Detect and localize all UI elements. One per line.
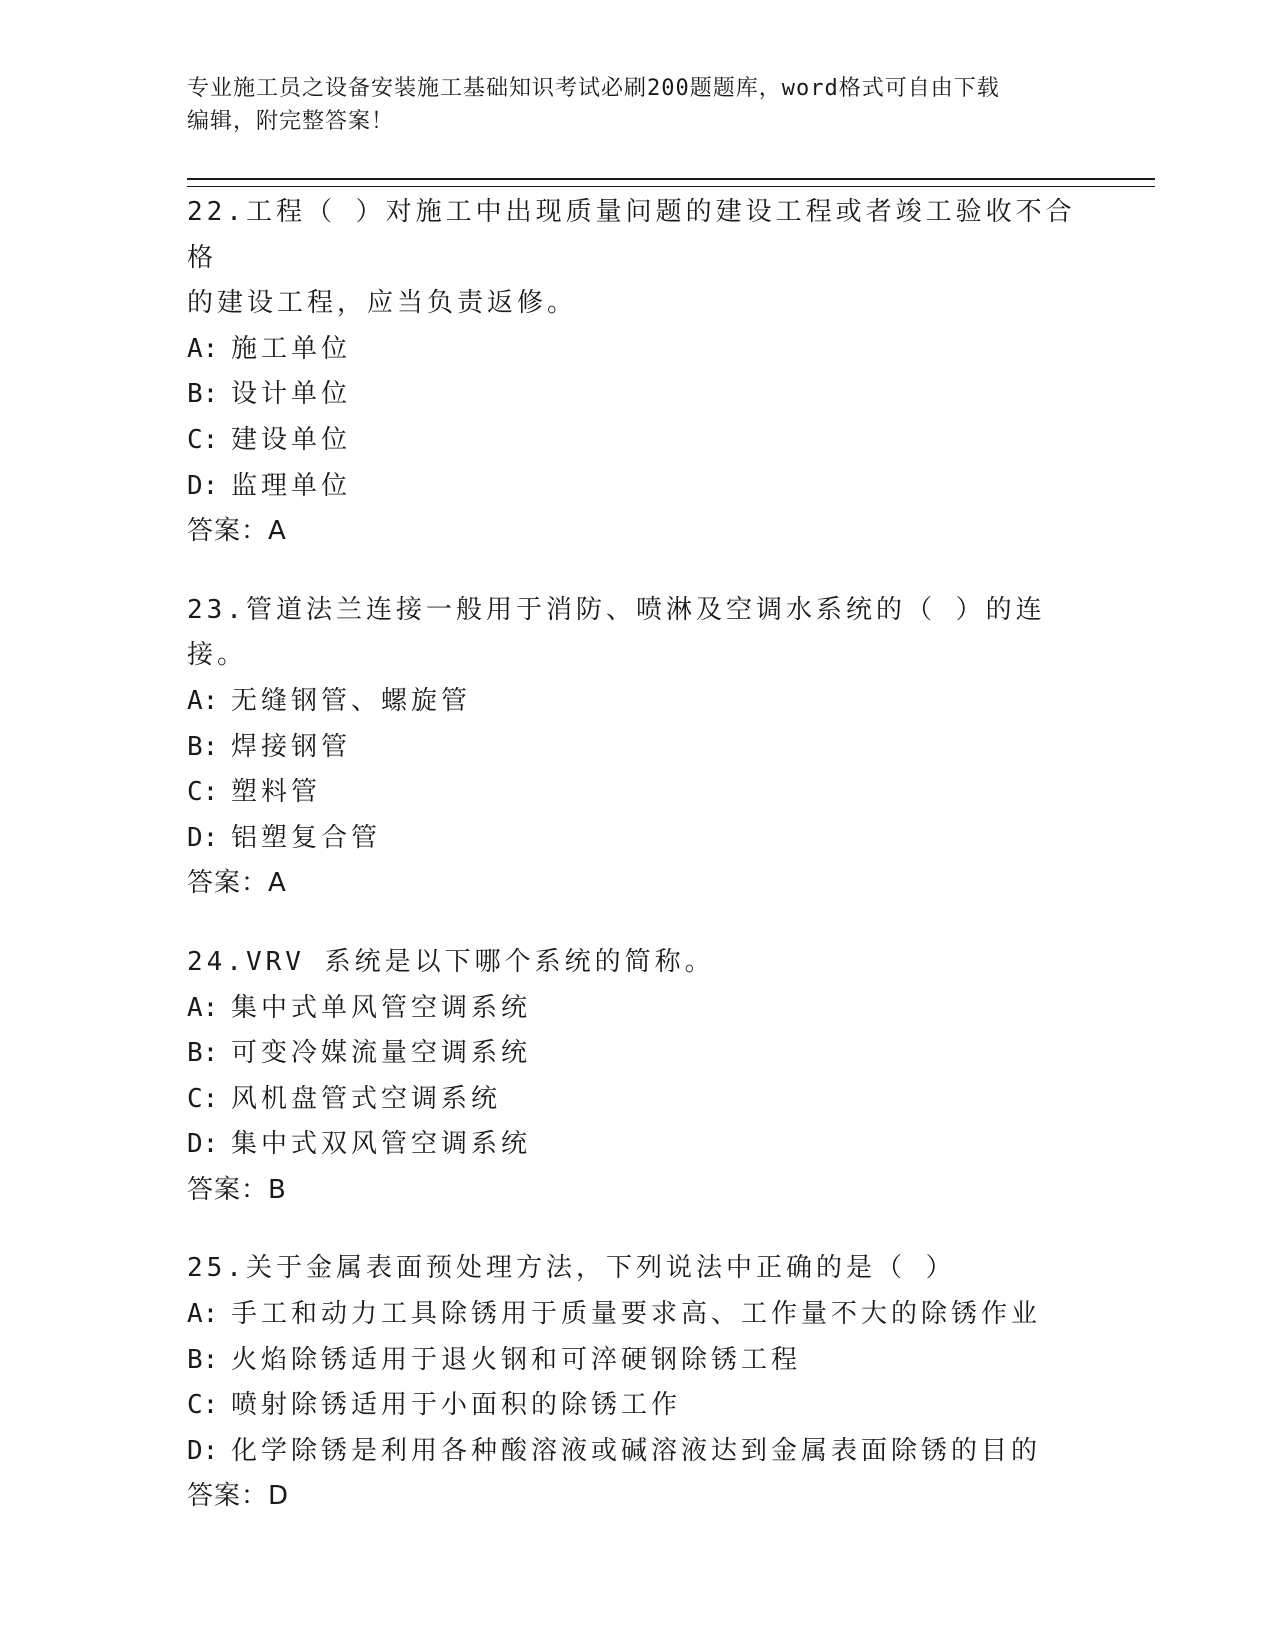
- answer-line: 答案：D: [187, 1481, 290, 1512]
- option-d: [187, 464, 1087, 510]
- option-b: [187, 372, 1087, 418]
- option-text: 铝塑复合管: [231, 822, 382, 853]
- option-key: A:: [187, 685, 219, 716]
- option-text: 集中式双风管空调系统: [231, 1129, 532, 1160]
- question-list: [187, 190, 1087, 1553]
- question-text: 23.管道法兰连接一般用于消防、喷淋及空调水系统的（ ）的连接。: [187, 594, 1046, 671]
- option-key: B:: [187, 731, 219, 762]
- option-text: 可变冷媒流量空调系统: [231, 1038, 532, 1069]
- option-a: [187, 986, 1087, 1032]
- option-text: 施工单位: [231, 333, 352, 364]
- option-d: [187, 1122, 1087, 1168]
- option-d: [187, 1429, 1087, 1475]
- option-d: [187, 816, 1087, 862]
- option-key: C:: [187, 777, 219, 808]
- answer-line: 答案：B: [187, 1174, 287, 1205]
- option-key: B:: [187, 1038, 219, 1069]
- option-b: [187, 1031, 1087, 1077]
- question-item: [187, 1246, 1087, 1520]
- option-text: 设计单位: [231, 379, 352, 410]
- option-text: 手工和动力工具除锈用于质量要求高、工作量不大的除锈作业: [231, 1299, 1042, 1330]
- option-text: 焊接钢管: [231, 731, 352, 762]
- option-a: [187, 1292, 1087, 1338]
- option-text: 化学除锈是利用各种酸溶液或碱溶液达到金属表面除锈的目的: [231, 1435, 1042, 1466]
- option-text: 风机盘管式空调系统: [231, 1083, 502, 1114]
- option-key: D:: [187, 822, 219, 853]
- option-c: [187, 770, 1087, 816]
- header-title-line: 专业施工员之设备安装施工基础知识考试必刷200题题库，word格式可自由下载: [187, 76, 1000, 101]
- question-item: [187, 190, 1087, 555]
- question-text: 24.VRV 系统是以下哪个系统的简称。: [187, 946, 715, 977]
- option-text: 火焰除锈适用于退火钢和可淬硬钢除锈工程: [231, 1344, 802, 1375]
- option-b: [187, 725, 1087, 771]
- option-text: 塑料管: [231, 777, 322, 808]
- answer-line: 答案：A: [187, 516, 287, 547]
- option-c: [187, 1383, 1087, 1429]
- option-text: 建设单位: [231, 424, 352, 455]
- option-text: 喷射除锈适用于小面积的除锈工作: [231, 1390, 682, 1421]
- question-item: [187, 588, 1087, 907]
- option-c: [187, 418, 1087, 464]
- option-key: D:: [187, 1435, 219, 1466]
- answer-line: 答案：A: [187, 868, 287, 899]
- question-text: 的建设工程，应当负责返修。: [187, 288, 578, 319]
- option-b: [187, 1338, 1087, 1384]
- question-item: [187, 940, 1087, 1214]
- option-key: D:: [187, 1129, 219, 1160]
- option-text: 集中式单风管空调系统: [231, 992, 532, 1023]
- document-header: [187, 72, 1087, 138]
- option-c: [187, 1077, 1087, 1123]
- option-key: C:: [187, 424, 219, 455]
- option-key: B:: [187, 379, 219, 410]
- option-text: 监理单位: [231, 470, 352, 501]
- question-text: 25.关于金属表面预处理方法，下列说法中正确的是（ ）: [187, 1253, 956, 1284]
- option-key: D:: [187, 470, 219, 501]
- option-a: [187, 679, 1087, 725]
- option-key: C:: [187, 1083, 219, 1114]
- header-title-line: 编辑，附完整答案！: [187, 109, 395, 134]
- question-text: 22.工程（ ）对施工中出现质量问题的建设工程或者竣工验收不合格: [187, 197, 1076, 273]
- header-divider: [187, 178, 1155, 187]
- option-key: A:: [187, 992, 219, 1023]
- option-key: B:: [187, 1344, 219, 1375]
- option-key: A:: [187, 333, 219, 364]
- option-a: [187, 327, 1087, 373]
- option-key: C:: [187, 1390, 219, 1421]
- option-text: 无缝钢管、螺旋管: [231, 685, 472, 716]
- option-key: A:: [187, 1299, 219, 1330]
